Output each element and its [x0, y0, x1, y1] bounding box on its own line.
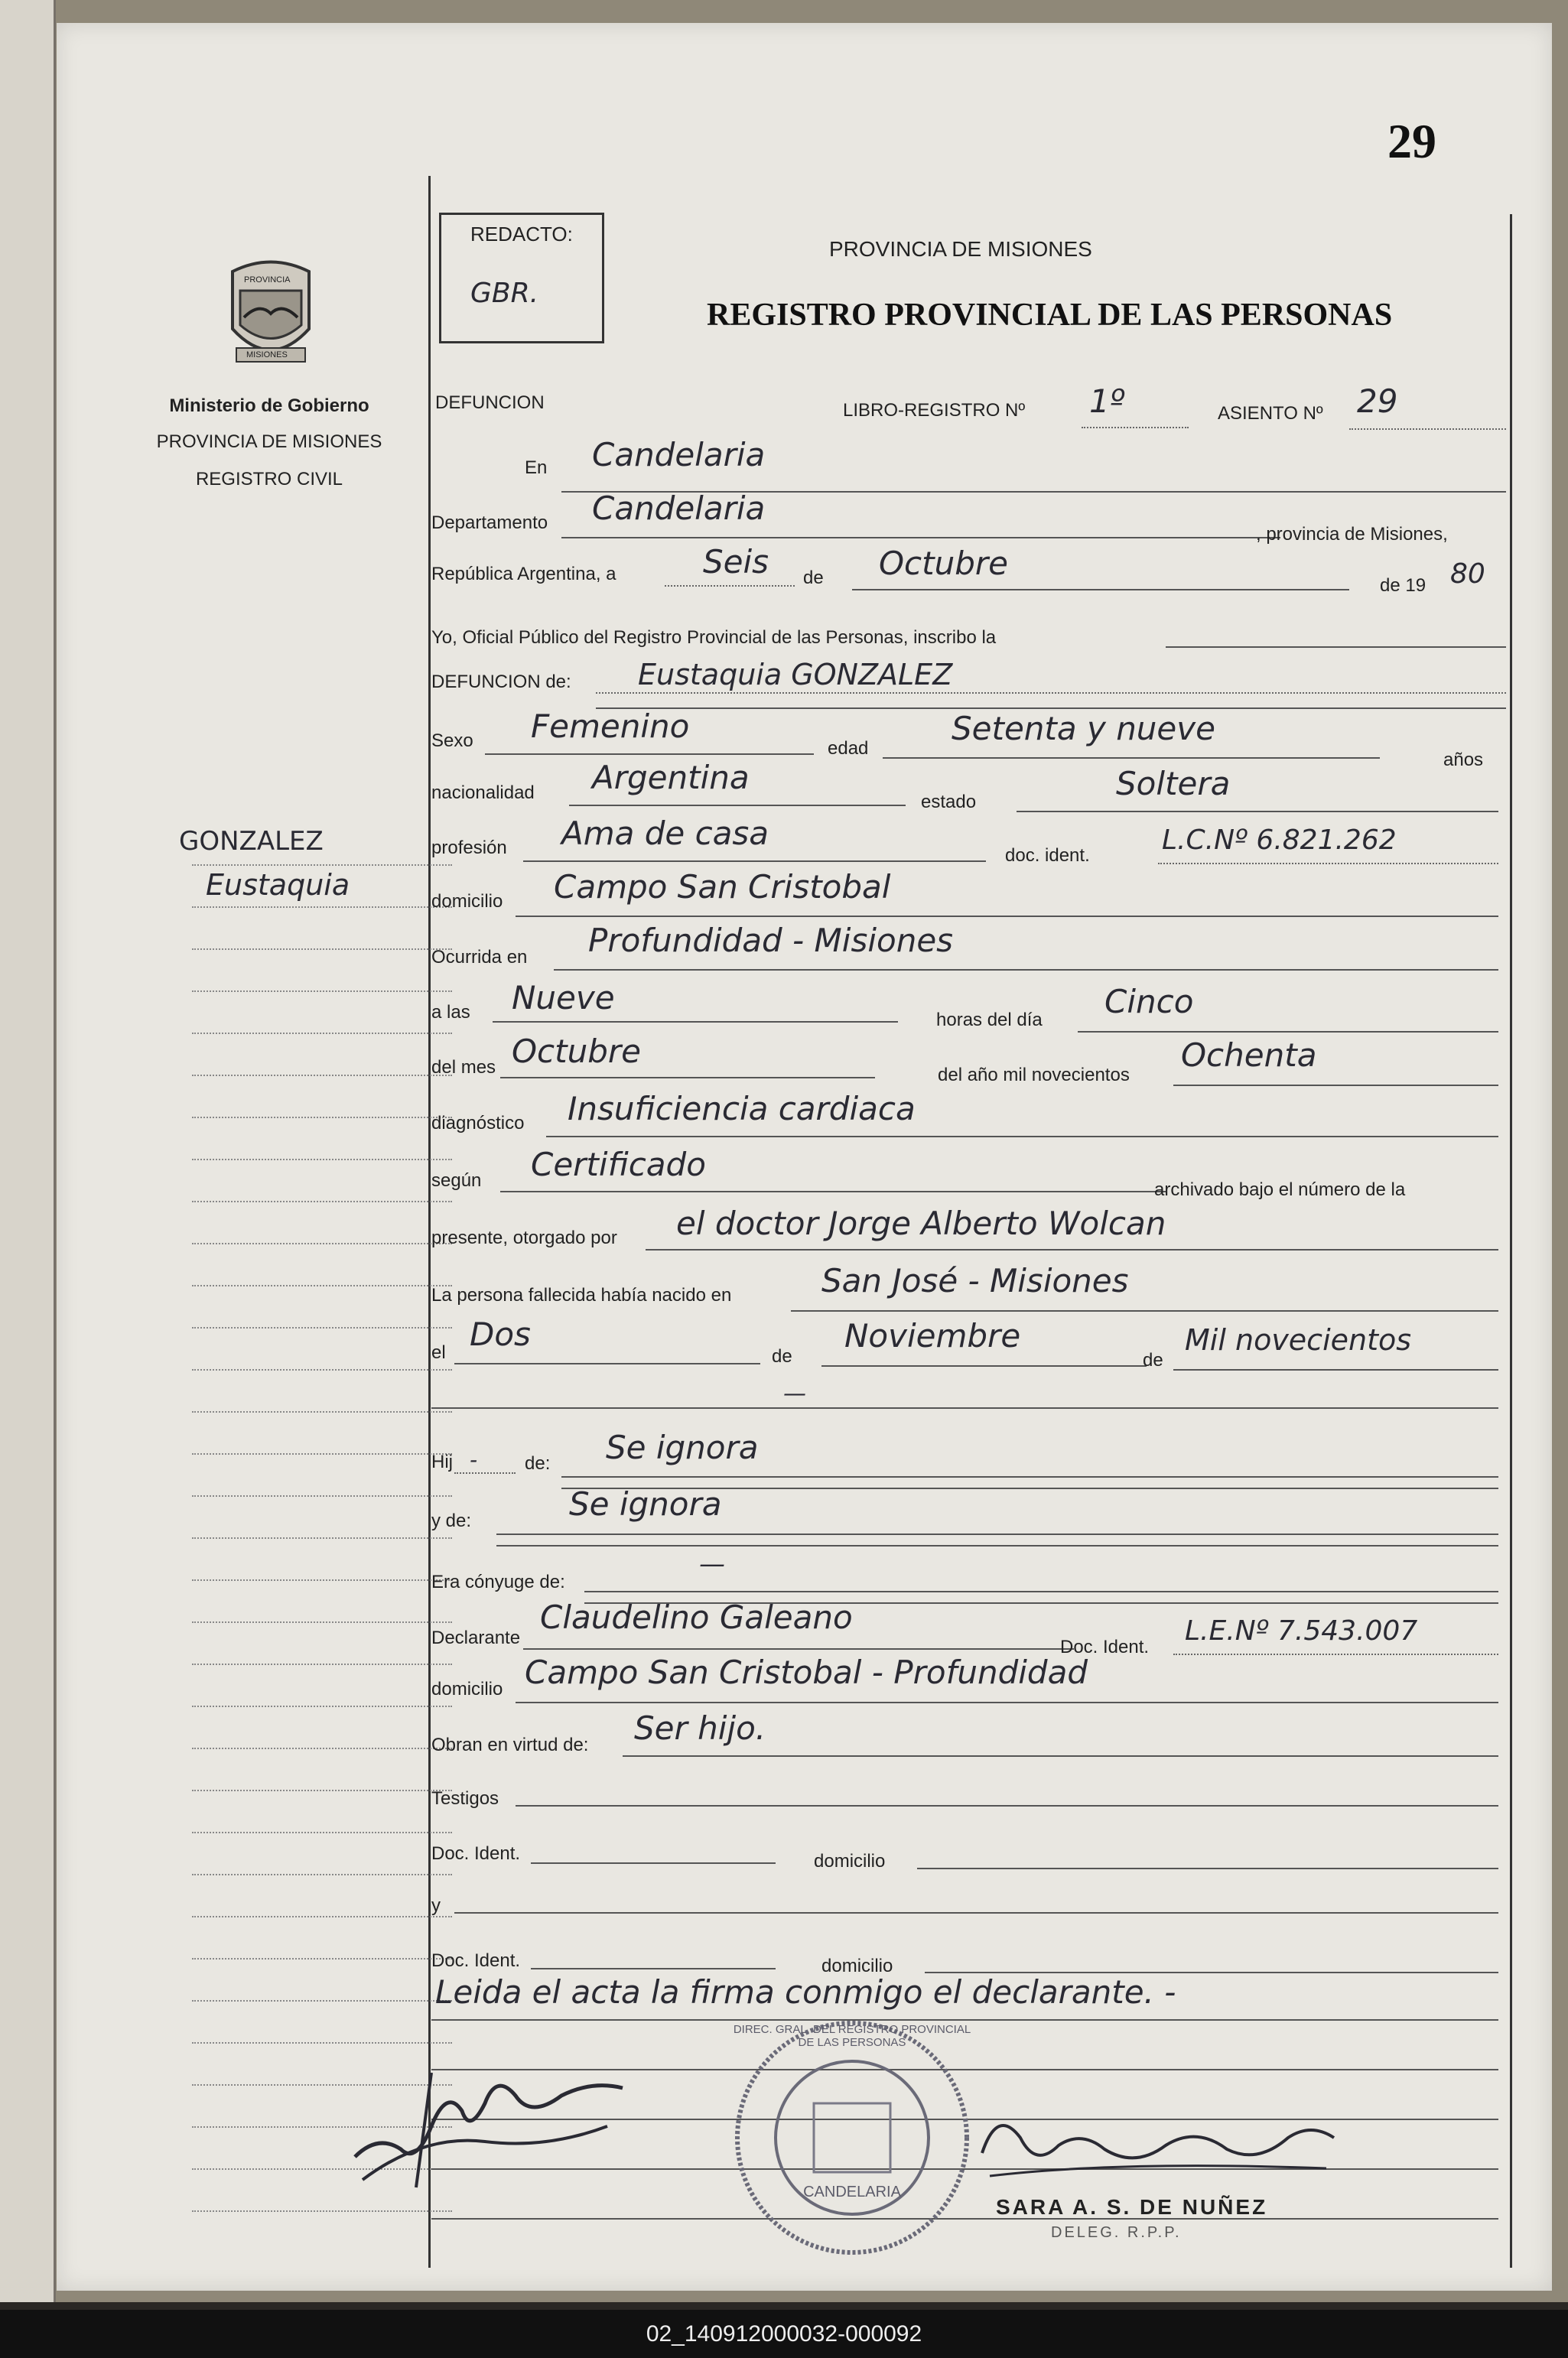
diagnostico-label: diagnóstico: [431, 1113, 525, 1133]
profesion-line: [523, 860, 986, 862]
margin-given-name: Eustaquia: [206, 868, 350, 902]
yo-line: [1166, 646, 1506, 648]
decl-doc-line: [1173, 1654, 1498, 1655]
y-label: y: [431, 1895, 441, 1916]
margin-row: [192, 990, 452, 992]
estado-value: Soltera: [1116, 765, 1231, 802]
margin-row: [192, 1285, 452, 1286]
conyuge-value: —: [699, 1549, 725, 1579]
domicilio-line: [516, 916, 1498, 917]
hij-label: Hij: [431, 1452, 453, 1472]
edad-label: edad: [828, 738, 869, 759]
de2-value: Noviembre: [844, 1317, 1021, 1355]
delanio-label: del año mil novecientos: [938, 1065, 1130, 1085]
margin-row: [192, 948, 452, 950]
en-label: En: [525, 457, 548, 478]
defuncion-de-value: Eustaquia GONZALEZ: [638, 658, 953, 691]
de2-label: de: [772, 1346, 792, 1367]
redacto-label: REDACTO:: [470, 223, 573, 246]
margin-row: [192, 1117, 452, 1118]
margin-row: [192, 2210, 452, 2212]
t2-doc-label: Doc. Ident.: [431, 1950, 521, 1971]
redacto-box: [439, 213, 604, 343]
docident-value: L.C.Nº 6.821.262: [1162, 824, 1397, 856]
yde-value: Se ignora: [569, 1485, 722, 1523]
alas-value: Nueve: [512, 979, 615, 1016]
de3-line: [1173, 1369, 1498, 1371]
nacionalidad-line: [569, 805, 906, 806]
margin-row: [192, 1621, 452, 1623]
domicilio-value: Campo San Cristobal: [554, 868, 891, 906]
sexo-value: Femenino: [531, 707, 690, 745]
departamento-value: Candelaria: [592, 489, 766, 527]
obran-label: Obran en virtud de:: [431, 1735, 589, 1755]
sexo-line: [485, 753, 814, 755]
yde-line: [496, 1534, 1498, 1535]
delmes-line: [500, 1077, 875, 1078]
profesion-label: profesión: [431, 837, 507, 858]
en-value: Candelaria: [592, 436, 766, 473]
el-value: Dos: [470, 1316, 531, 1353]
margin-row: [192, 1075, 452, 1076]
nacido-label: La persona fallecida había nacido en: [431, 1285, 732, 1306]
republica-label: República Argentina, a: [431, 564, 616, 584]
decl-doc-value: L.E.Nº 7.543.007: [1185, 1615, 1418, 1647]
archivado-label: archivado bajo el número de la: [1154, 1179, 1406, 1200]
y-line: [454, 1912, 1498, 1914]
alas-line: [493, 1021, 898, 1023]
asiento-line: [1349, 428, 1506, 430]
asiento-value: 29: [1357, 382, 1398, 420]
sexo-label: Sexo: [431, 730, 473, 751]
libro-label: LIBRO-REGISTRO Nº: [843, 400, 1026, 421]
anio-prefix: de 19: [1380, 575, 1426, 596]
blank-line: [431, 1407, 1498, 1409]
declarante-value: Claudelino Galeano: [540, 1599, 853, 1636]
anios-label: años: [1443, 750, 1484, 770]
edad-line: [883, 757, 1380, 759]
estado-line: [1017, 811, 1498, 812]
defuncion-de-line-2: [596, 707, 1506, 709]
margin-row: [192, 1537, 452, 1539]
horas-label: horas del día: [936, 1010, 1043, 1030]
margin-row: [192, 1748, 452, 1749]
decl-doc-label: Doc. Ident.: [1060, 1637, 1150, 1657]
crest-bottom-text: MISIONES: [246, 350, 288, 359]
margin-row: [192, 906, 452, 908]
mes-value: Octubre: [879, 545, 1009, 582]
ocurrida-label: Ocurrida en: [431, 947, 528, 968]
presente-line: [646, 1249, 1498, 1251]
provincia-left-label: PROVINCIA DE MISIONES: [156, 431, 382, 452]
official-name: SARA A. S. DE NUÑEZ: [996, 2195, 1268, 2219]
seal-center-text: CANDELARIA: [803, 2184, 901, 2200]
hij-de-label: de:: [525, 1453, 551, 1474]
yo-text: Yo, Oficial Público del Registro Provincial de las Personas, inscribo la: [431, 627, 997, 648]
crest-top-text: PROVINCIA: [244, 275, 291, 285]
official-seal-stamp: [726, 2012, 978, 2268]
yde-line-2: [496, 1545, 1498, 1547]
margin-row: [192, 1706, 452, 1707]
declarante-label: Declarante: [431, 1628, 521, 1648]
margin-row: [192, 1916, 452, 1917]
footer-image-id: 02_140912000032-000092: [0, 2310, 1568, 2358]
margin-row: [192, 1201, 452, 1202]
right-rule: [1510, 214, 1512, 2268]
t1-dom-label: domicilio: [814, 1851, 886, 1872]
leida-text: Leida el acta la firma conmigo el declarante. -: [435, 1973, 1176, 2011]
t1-doc-label: Doc. Ident.: [431, 1843, 521, 1864]
redacto-value: GBR.: [470, 278, 539, 309]
seal-ring-text: DIREC. GRAL. DEL REGISTRO PROVINCIAL DE LAS PERSONAS: [733, 2023, 971, 2049]
presente-value: el doctor Jorge Alberto Wolcan: [676, 1205, 1166, 1242]
margin-surname: GONZALEZ: [179, 826, 324, 857]
conyuge-line: [584, 1591, 1498, 1592]
margin-row: [192, 1495, 452, 1497]
testigos-label: Testigos: [431, 1788, 499, 1809]
edad-value: Setenta y nueve: [952, 710, 1215, 747]
delanio-line: [1173, 1085, 1498, 1086]
asiento-label: ASIENTO Nº: [1218, 403, 1323, 424]
delmes-label: del mes: [431, 1057, 496, 1078]
hij-dotline: [454, 1472, 516, 1474]
ocurrida-value: Profundidad - Misiones: [588, 922, 954, 959]
docident-label: doc. ident.: [1005, 845, 1090, 866]
margin-row: [192, 1159, 452, 1160]
nacido-value: San José - Misiones: [821, 1262, 1129, 1299]
estado-label: estado: [921, 792, 977, 812]
libro-value: 1º: [1089, 382, 1125, 420]
margin-row: [192, 1790, 452, 1791]
presente-label: presente, otorgado por: [431, 1228, 617, 1248]
delanio-value: Ochenta: [1181, 1036, 1317, 1074]
domicilio-label: domicilio: [431, 891, 503, 912]
departamento-label: Departamento: [431, 512, 548, 533]
left-rule: [428, 176, 431, 2268]
margin-row: [192, 1453, 452, 1455]
de3-value: Mil novecientos: [1185, 1323, 1412, 1357]
diagnostico-line: [546, 1136, 1498, 1137]
declarant-signature: [332, 2042, 638, 2199]
libro-line: [1082, 427, 1189, 428]
margin-row: [192, 1874, 452, 1875]
official-signature: [967, 2092, 1349, 2195]
defuncion-heading: DEFUNCION: [435, 392, 545, 413]
margin-row: [192, 1664, 452, 1665]
dia-line: [665, 585, 795, 587]
margin-row: [192, 2000, 452, 2002]
alas-label: a las: [431, 1002, 470, 1023]
ministerio-label: Ministerio de Gobierno: [169, 395, 369, 416]
hij-line: [561, 1476, 1498, 1478]
margin-row: [192, 1243, 452, 1244]
header-title: REGISTRO PROVINCIAL DE LAS PERSONAS: [707, 298, 1393, 333]
nacido-line: [791, 1310, 1498, 1312]
margin-row: [192, 1369, 452, 1371]
segun-line: [500, 1191, 1166, 1192]
margin-row: [192, 864, 452, 866]
official-title: DELEG. R.P.P.: [1051, 2224, 1182, 2241]
de-label: de: [803, 568, 824, 588]
anio-value: 80: [1450, 558, 1485, 590]
provincia-suffix: , provincia de Misiones,: [1256, 524, 1448, 545]
decl-dom-label: domicilio: [431, 1679, 503, 1699]
margin-row: [192, 1958, 452, 1960]
registro-civil-label: REGISTRO CIVIL: [195, 469, 343, 489]
decl-dom-line: [516, 1702, 1498, 1703]
decl-dom-value: Campo San Cristobal - Profundidad: [525, 1654, 1088, 1691]
segun-label: según: [431, 1170, 482, 1191]
dia-value: Seis: [703, 543, 769, 581]
margin-row: [192, 1033, 452, 1034]
horas-line: [1078, 1031, 1498, 1033]
defuncion-de-label: DEFUNCION de:: [431, 672, 571, 692]
nacionalidad-label: nacionalidad: [431, 782, 535, 803]
mes-line: [852, 589, 1349, 590]
margin-row: [192, 1327, 452, 1329]
diagnostico-value: Insuficiencia cardiaca: [568, 1090, 916, 1127]
de3-label: de: [1143, 1350, 1163, 1371]
declarante-line: [523, 1648, 1074, 1650]
docident-line: [1158, 863, 1498, 864]
left-page-edge: [0, 0, 56, 2302]
document-page: [57, 23, 1552, 2291]
horas-value: Cinco: [1104, 983, 1194, 1020]
t2-doc-line: [531, 1968, 776, 1969]
nacionalidad-value: Argentina: [592, 759, 750, 796]
margin-row: [192, 1411, 452, 1413]
margin-row: [192, 1832, 452, 1833]
segun-value: Certificado: [531, 1146, 706, 1183]
el-line: [454, 1363, 760, 1364]
obran-value: Ser hijo.: [634, 1709, 766, 1747]
yde-label: y de:: [431, 1511, 472, 1531]
profesion-value: Ama de casa: [561, 815, 769, 852]
dash-mark: —: [783, 1381, 806, 1407]
margin-row: [192, 1579, 452, 1581]
testigos-line: [516, 1805, 1498, 1807]
page-number: 29: [1387, 114, 1436, 168]
header-province: PROVINCIA DE MISIONES: [829, 237, 1092, 261]
obran-line: [623, 1755, 1498, 1757]
hij-dash: -: [470, 1447, 478, 1472]
hij-value: Se ignora: [606, 1429, 759, 1466]
t1-dom-line: [917, 1868, 1498, 1869]
el-label: el: [431, 1342, 446, 1363]
provincial-crest-icon: [221, 256, 320, 375]
de2-line: [821, 1365, 1147, 1367]
defuncion-de-line: [596, 692, 1506, 694]
t1-doc-line: [531, 1862, 776, 1864]
t2-dom-label: domicilio: [821, 1956, 893, 1976]
departamento-line: [561, 537, 1280, 538]
conyuge-label: Era cónyuge de:: [431, 1572, 565, 1592]
delmes-value: Octubre: [512, 1033, 642, 1070]
ocurrida-line: [554, 969, 1498, 971]
